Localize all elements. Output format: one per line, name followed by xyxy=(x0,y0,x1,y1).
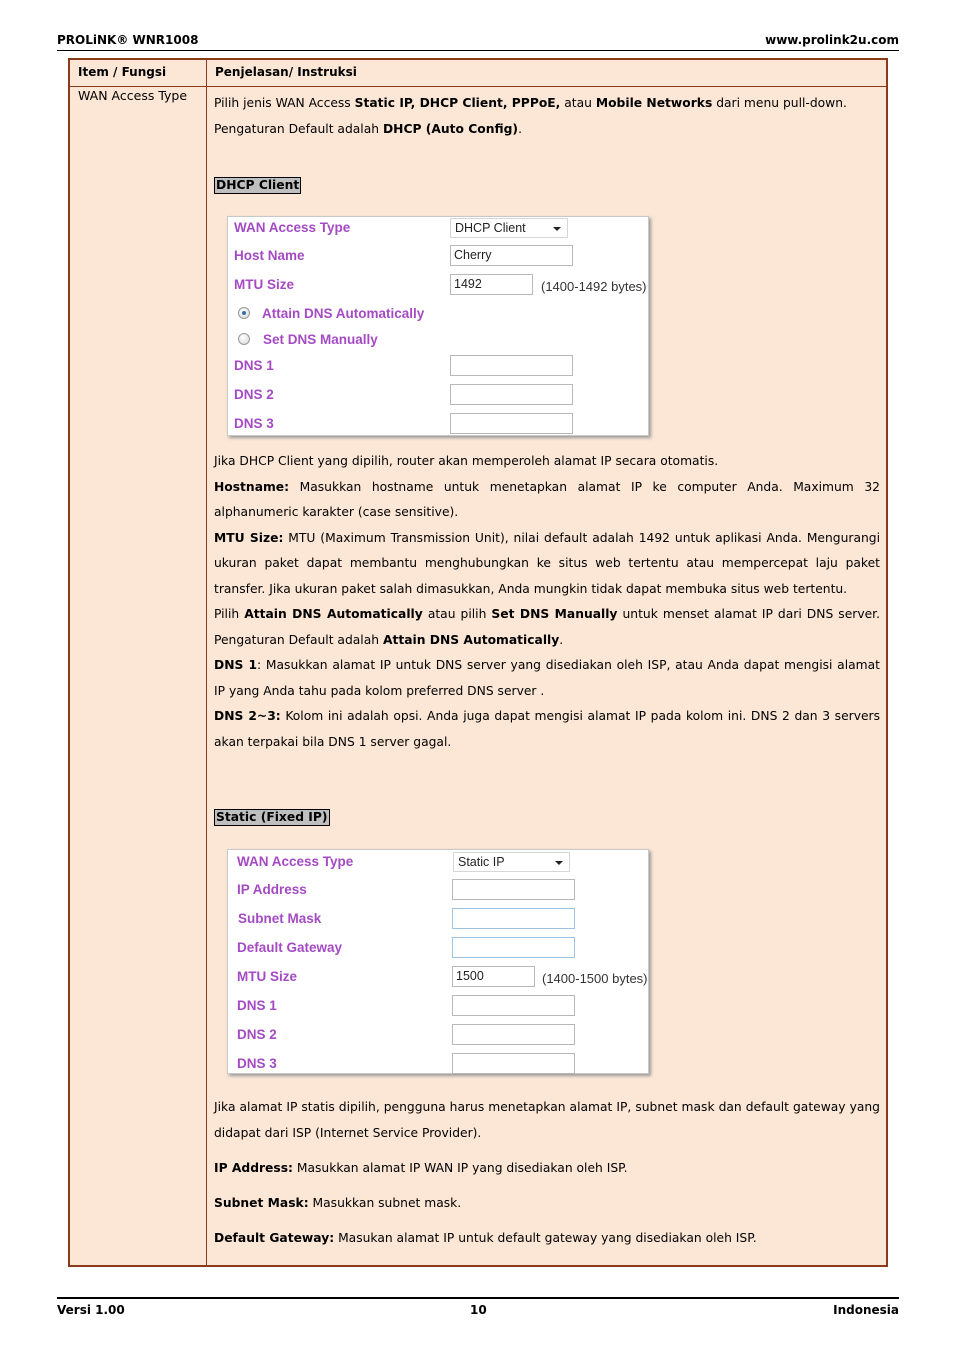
dhcp-paragraph-dns-mode xyxy=(214,602,880,653)
dns3-input[interactable] xyxy=(450,413,573,434)
dns3-input[interactable] xyxy=(452,1053,575,1074)
attain-dns-automatically-radio[interactable] xyxy=(238,307,250,319)
dns2-input[interactable] xyxy=(452,1024,575,1045)
dhcp-paragraph-dns1 xyxy=(214,653,880,704)
bold-text: DNS 1 xyxy=(214,658,258,672)
bold-text: Hostname: xyxy=(214,479,290,494)
section-label-dhcp: DHCP Client xyxy=(216,178,300,192)
footer-version: Versi 1.00 xyxy=(57,1303,125,1317)
dns1-label: DNS 1 xyxy=(234,358,274,373)
host-name-input[interactable]: Cherry xyxy=(450,245,573,266)
dropdown-arrow-icon xyxy=(555,861,563,865)
mtu-size-hint: (1400-1500 bytes) xyxy=(542,971,648,986)
dns1-label: DNS 1 xyxy=(237,998,277,1013)
default-gateway-label: Default Gateway xyxy=(237,940,343,955)
text: dari menu pull-down. Pengaturan Default adalah xyxy=(214,96,847,136)
attain-dns-automatically-label: Attain DNS Automatically xyxy=(262,306,425,321)
default-gateway-input[interactable] xyxy=(452,937,575,958)
text: Masukkan alamat IP WAN IP yang disediakan oleh ISP. xyxy=(292,1161,628,1175)
dhcp-paragraph-hostname xyxy=(214,475,880,526)
static-paragraph-gateway xyxy=(214,1226,880,1252)
header-product: PROLiNK® WNR1008 xyxy=(57,33,199,47)
footer-page-number: 10 xyxy=(470,1303,487,1317)
text: . xyxy=(518,121,522,136)
static-paragraph-ip xyxy=(214,1156,880,1182)
wan-access-type-select[interactable] xyxy=(453,852,570,872)
dhcp-paragraph-mtu xyxy=(214,526,880,603)
text: Pilih jenis WAN Access xyxy=(214,96,355,110)
bold-text: Subnet Mask: xyxy=(214,1196,309,1210)
intro-paragraph xyxy=(214,91,880,142)
bold-text: Set DNS Manually xyxy=(491,607,618,621)
header-divider xyxy=(70,86,886,87)
text: atau pilih xyxy=(422,607,492,621)
bold-text: Static IP, DHCP Client, PPPoE, xyxy=(354,96,561,110)
wan-access-type-label: WAN Access Type xyxy=(237,854,354,869)
select-value: DHCP Client xyxy=(455,221,526,235)
dns1-input[interactable] xyxy=(450,355,573,376)
column-header-item: Item / Fungsi xyxy=(78,65,167,79)
text: atau xyxy=(560,96,596,110)
mtu-size-label: MTU Size xyxy=(237,969,298,984)
text: Pilih xyxy=(214,607,245,621)
ip-address-input[interactable] xyxy=(452,879,575,900)
dhcp-description xyxy=(214,449,880,755)
dhcp-settings-panel xyxy=(227,216,649,436)
text: . xyxy=(559,632,564,647)
item-wan-access-type: WAN Access Type xyxy=(78,88,188,103)
wan-access-type-label: WAN Access Type xyxy=(234,220,351,235)
section-label-static: Static (Fixed IP) xyxy=(216,810,328,824)
dns1-input[interactable] xyxy=(452,995,575,1016)
mtu-size-hint: (1400-1492 bytes) xyxy=(541,279,647,294)
bold-text: MTU Size: xyxy=(214,530,284,545)
dns3-label: DNS 3 xyxy=(234,416,274,431)
bold-text: Attain DNS Automatically xyxy=(244,607,423,621)
dns2-input[interactable] xyxy=(450,384,573,405)
dns2-label: DNS 2 xyxy=(237,1027,277,1042)
page-header xyxy=(57,33,899,51)
bold-text: IP Address: xyxy=(214,1161,293,1175)
dropdown-arrow-icon xyxy=(553,227,561,231)
header-website: www.prolink2u.com xyxy=(765,33,899,47)
mtu-size-input[interactable]: 1500 xyxy=(452,966,535,987)
text: MTU (Maximum Transmission Unit), nilai default adalah 1492 untuk aplikasi Anda. Mengurangi ukuran paket dapat membantu menghubungkan ke situs web tertentu atau mempercepat laju paket transfer. Jika ukuran paket salah dimasukkan, Anda mungkin tidak dapat membuka situs web tertentu. xyxy=(214,530,880,596)
bold-text: Default Gateway: xyxy=(214,1231,335,1245)
footer-language: Indonesia xyxy=(833,1303,899,1317)
mtu-size-input[interactable]: 1492 xyxy=(450,274,533,295)
text: Kolom ini adalah opsi. Anda juga dapat mengisi alamat IP pada kolom ini. DNS 2 dan 3 servers akan terpakai bila DNS 1 server gagal. xyxy=(214,709,880,749)
bold-text: Mobile Networks xyxy=(595,96,713,110)
dns2-label: DNS 2 xyxy=(234,387,274,402)
subnet-mask-input[interactable] xyxy=(452,908,575,929)
bold-text: Attain DNS Automatically xyxy=(382,632,560,647)
mtu-size-label: MTU Size xyxy=(234,277,295,292)
static-paragraph-mask xyxy=(214,1191,880,1217)
dhcp-paragraph-1: Jika DHCP Client yang dipilih, router akan memperoleh alamat IP secara otomatis. xyxy=(214,454,719,468)
set-dns-manually-label: Set DNS Manually xyxy=(263,332,378,347)
page-footer xyxy=(57,1297,899,1317)
subnet-mask-label: Subnet Mask xyxy=(238,911,322,926)
static-settings-panel xyxy=(227,849,649,1074)
dhcp-paragraph-dns23 xyxy=(214,704,880,755)
text: : Masukkan alamat IP untuk DNS server yang disediakan oleh ISP, atau Anda dapat mengisi alamat IP yang Anda tahu pada kolom preferred DNS server . xyxy=(214,658,880,698)
text: Masukkan subnet mask. xyxy=(308,1196,462,1210)
bold-text: DHCP (Auto Config) xyxy=(382,121,519,136)
set-dns-manually-radio[interactable] xyxy=(238,333,250,345)
select-value: Static IP xyxy=(458,855,505,869)
text: Masukkan hostname untuk menetapkan alamat IP ke computer Anda. Maximum 32 alphanumeric karakter (case sensitive). xyxy=(214,479,880,519)
text: Masukan alamat IP untuk default gateway yang disediakan oleh ISP. xyxy=(334,1231,757,1245)
ip-address-label: IP Address xyxy=(237,882,307,897)
column-divider xyxy=(206,60,207,1265)
dns3-label: DNS 3 xyxy=(237,1056,277,1071)
wan-access-type-select[interactable] xyxy=(450,218,568,238)
host-name-label: Host Name xyxy=(234,248,305,263)
text: untuk menset alamat IP dari DNS server. Pengaturan Default adalah xyxy=(214,607,880,647)
column-header-description: Penjelasan/ Instruksi xyxy=(215,65,357,79)
static-paragraph-1: Jika alamat IP statis dipilih, pengguna harus menetapkan alamat IP, subnet mask dan default gateway yang didapat dari ISP (Internet Service Provider). xyxy=(214,1100,880,1140)
bold-text: DNS 2~3: xyxy=(214,709,281,723)
